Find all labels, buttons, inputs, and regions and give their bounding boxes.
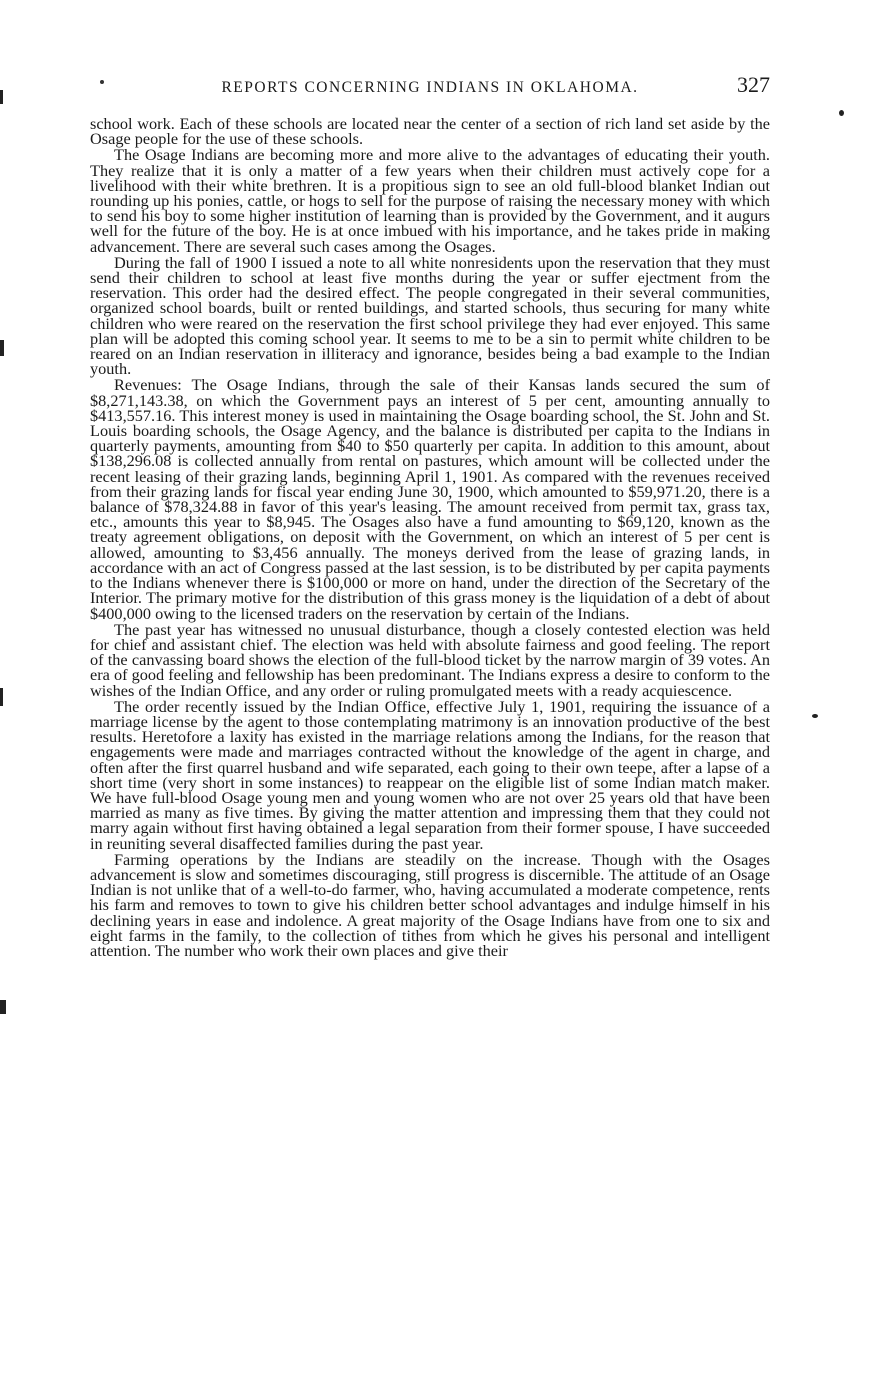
scan-mark-right-2 <box>812 714 818 718</box>
paragraph-marriage-license: The order recently issued by the Indian Office, effective July 1, 1901, requiring the issuance of a marriage license by the agent to those contemplating matrimony is an innovation productive of the best results. Heretofore a laxity has existed in the marriage relations among the Indians, for the reason that engagements were made and marriages contracted without the knowledge of the agent in charge, and often after the first quarrel husband and wife separated, each going to their own teepe, after a lapse of a short time (very short in some instances) to reappear on the eligible list of some Indian match maker. We have full-blood Osage young men and young women who are not over 25 years old that have been married as many as five times. By giving the matter attention and impressing them that they could not marry again without first having obtained a legal separation from their former spouse, I have succeeded in reuniting several disaffected families during the past year. <box>90 696 770 853</box>
scan-mark-left-3 <box>0 688 3 706</box>
paragraph-white-nonresidents: During the fall of 1900 I issued a note to all white nonresidents upon the reservation that they must send their children to school at least five months during the year or suffer ejectment from the reservation. This order had the desired effect. The people congregated in their several communities, organized school boards, built or rented buildings, and started schools, thus securing for many white children who were reared on the reservation the first school privilege they had ever enjoyed. This same plan will be adopted this coming school year. It seems to me to be a sin to permit white children to be reared on an Indian reservation in illiteracy and ignorance, besides being a bad example to the Indian youth. <box>90 252 770 379</box>
body-text <box>90 116 770 958</box>
paragraph-revenues: Revenues: The Osage Indians, through the sale of their Kansas lands secured the sum of $8,271,143.38, on which the Government pays an interest of 5 per cent, amounting annually to $413,557.16. This interest money is used in maintaining the Osage boarding school, the St. John and St. Louis boarding schools, the Osage Agency, and the balance is distributed per capita to the Indians in quarterly payments, amounting from $40 to $50 quarterly per capita. In addition to this amount, about $138,296.08 is collected annually from rental on pastures, which amount will be collected under the recent leasing of their grazing lands, beginning April 1, 1901. As compared with the revenues received from their grazing lands for fiscal year ending June 30, 1900, which amounted to $59,971.20, there is a balance of $78,324.88 in favor of this year's leasing. The amount received from permit tax, grass tax, etc., amounts this year to $8,945. The Osages also have a fund amounting to $69,120, known as the treaty agreement obligations, on deposit with the Government, on which an interest of 5 per cent is allowed, amounting to $3,456 annually. The moneys derived from the lease of grazing lands, in accordance with an act of Congress passed at the last session, is to be distributed by per capita payments to the Indians whenever there is $100,000 or more on hand, under the direction of the Secretary of the Interior. The primary motive for the distribution of this grass money is the liquidation of a debt of about $400,000 owing to the licensed traders on the reservation by certain of the Indians. <box>90 375 770 623</box>
scan-mark-right-1 <box>839 110 844 116</box>
scan-mark-left-2 <box>0 340 4 356</box>
paragraph-farming: Farming operations by the Indians are steadily on the increase. Though with the Osages advancement is slow and sometimes discouraging, still progress is discernible. The attitude of an Osage Indian is not unlike that of a well-to-do farmer, who, having accumulated a moderate competence, rents his farm and removes to town to give his children better school advantages and indulge himself in his declining years in ease and indolence. A great majority of the Osage Indians have from one to six and eight farms in the family, to the collection of tithes from which he gives his personal and intelligent attention. The number who work their own places and give their <box>90 849 770 960</box>
scan-mark-left-1 <box>0 90 3 104</box>
paragraph-election: The past year has witnessed no unusual disturbance, though a closely contested election was held for chief and assistant chief. The election was held with absolute fairness and good feeling. The report of the canvassing board shows the election of the full-blood ticket by the narrow margin of 39 votes. An era of good feeling and fellowship has been predominant. The Indians express a desire to conform to the wishes of the Indian Office, and any order or ruling promulgated meets with a ready acquiescence. <box>90 619 770 700</box>
running-head: REPORTS CONCERNING INDIANS IN OKLAHOMA. <box>221 79 639 96</box>
page-header <box>90 72 770 100</box>
paragraph-continuation: school work. Each of these schools are located near the center of a section of rich land set aside by the Osage people for the use of these schools. <box>90 114 770 149</box>
page-number: 327 <box>737 72 770 97</box>
scan-mark-left-4 <box>0 1000 6 1014</box>
paragraph-education: The Osage Indians are becoming more and more alive to the advantages of educating their youth. They realize that it is only a matter of a few years when their children must actively cope for a livelihood with their white brethren. It is a propitious sign to see an old full-blood blanket Indian out rounding up his ponies, cattle, or hogs to sell for the purpose of raising the necessary money with which to send his boy to some higher institution of learning than is provided by the Government, and it augurs well for the future of the boy. He is at once imbued with his importance, and he takes pride in making advancement. There are several such cases among the Osages. <box>90 145 770 256</box>
